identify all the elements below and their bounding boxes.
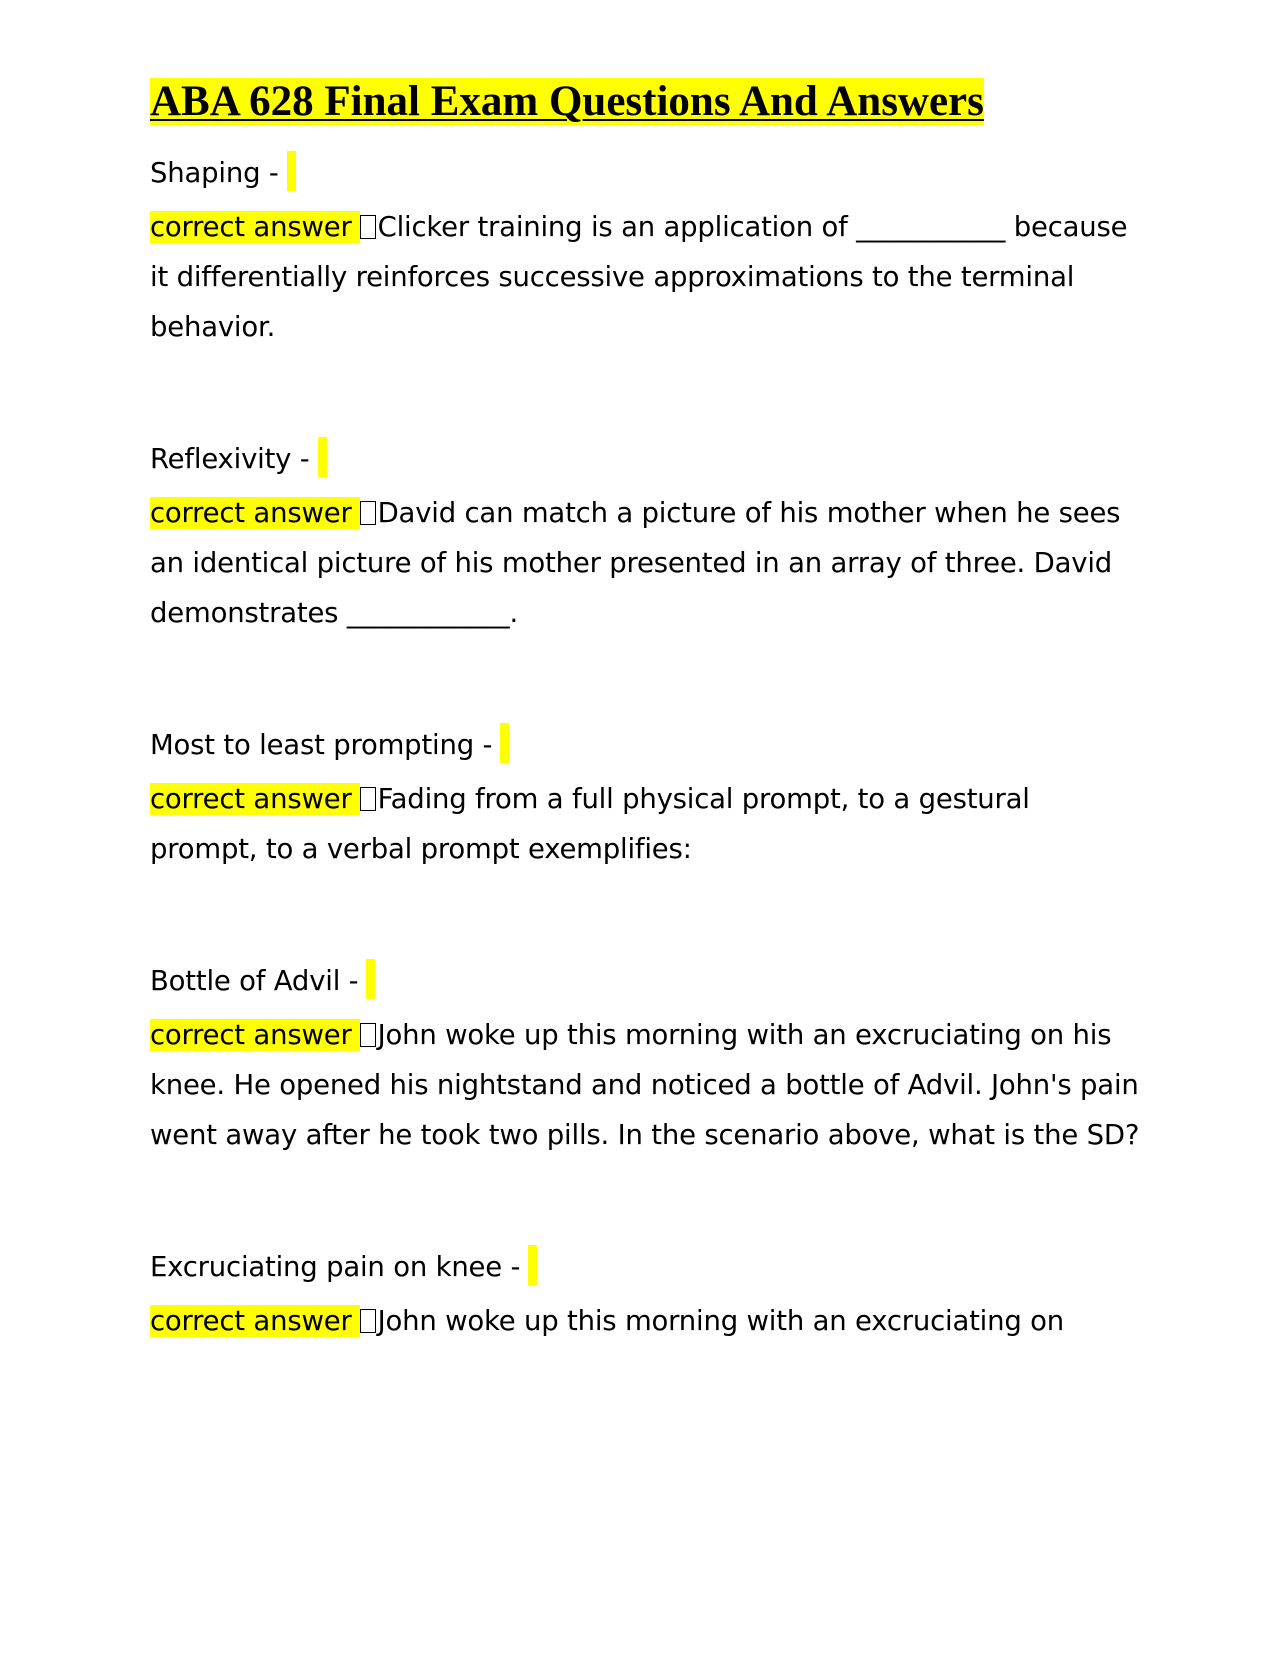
term-line (150, 434, 1140, 484)
answer-text (150, 1296, 1140, 1346)
missing-glyph-icon (360, 215, 376, 239)
highlight-marker (318, 437, 327, 477)
question-text: David can match a picture of his mother when he sees an identical picture of his mother presented in an array of three. David demonstrates ____________. (150, 497, 1121, 629)
term-line (150, 956, 1140, 1006)
term: Reflexivity - (150, 443, 310, 475)
qa-item (150, 1242, 1140, 1346)
document-page (150, 74, 1140, 1428)
correct-answer-label: correct answer (150, 783, 360, 815)
term: Most to least prompting - (150, 729, 493, 761)
qa-item (150, 148, 1140, 352)
highlight-marker (528, 1245, 537, 1285)
correct-answer-label: correct answer (150, 1305, 360, 1337)
term-line (150, 1242, 1140, 1292)
qa-item (150, 720, 1140, 874)
question-text: Fading from a full physical prompt, to a gestural prompt, to a verbal prompt exemplifies: (150, 783, 1030, 865)
highlight-marker (500, 723, 509, 763)
correct-answer-label: correct answer (150, 211, 360, 243)
answer-text (150, 202, 1140, 352)
qa-item (150, 434, 1140, 638)
answer-text (150, 774, 1140, 874)
term: Bottle of Advil - (150, 965, 359, 997)
missing-glyph-icon (360, 501, 376, 525)
highlight-marker (366, 959, 375, 999)
term: Shaping - (150, 157, 279, 189)
document-title (150, 74, 1140, 130)
title-block (150, 74, 1140, 130)
qa-item (150, 956, 1140, 1160)
correct-answer-label: correct answer (150, 497, 360, 529)
missing-glyph-icon (360, 1023, 376, 1047)
term-line (150, 720, 1140, 770)
question-text: John woke up this morning with an excruciating on his knee. He opened his nightstand and noticed a bottle of Advil. John's pain went away after he took two pills. In the scenario above, what is the SD? (150, 1019, 1140, 1151)
term: Excruciating pain on knee - (150, 1251, 521, 1283)
answer-text (150, 488, 1140, 638)
correct-answer-label: correct answer (150, 1019, 360, 1051)
answer-text (150, 1010, 1140, 1160)
question-text: Clicker training is an application of ___________ because it differentially reinforces successive approximations to the terminal behavior. (150, 211, 1128, 343)
question-text: John woke up this morning with an excruciating on (377, 1305, 1065, 1337)
missing-glyph-icon (360, 787, 376, 811)
highlight-marker (287, 151, 296, 191)
term-line (150, 148, 1140, 198)
document-title-text: ABA 628 Final Exam Questions And Answers (150, 78, 984, 125)
missing-glyph-icon (360, 1309, 376, 1333)
